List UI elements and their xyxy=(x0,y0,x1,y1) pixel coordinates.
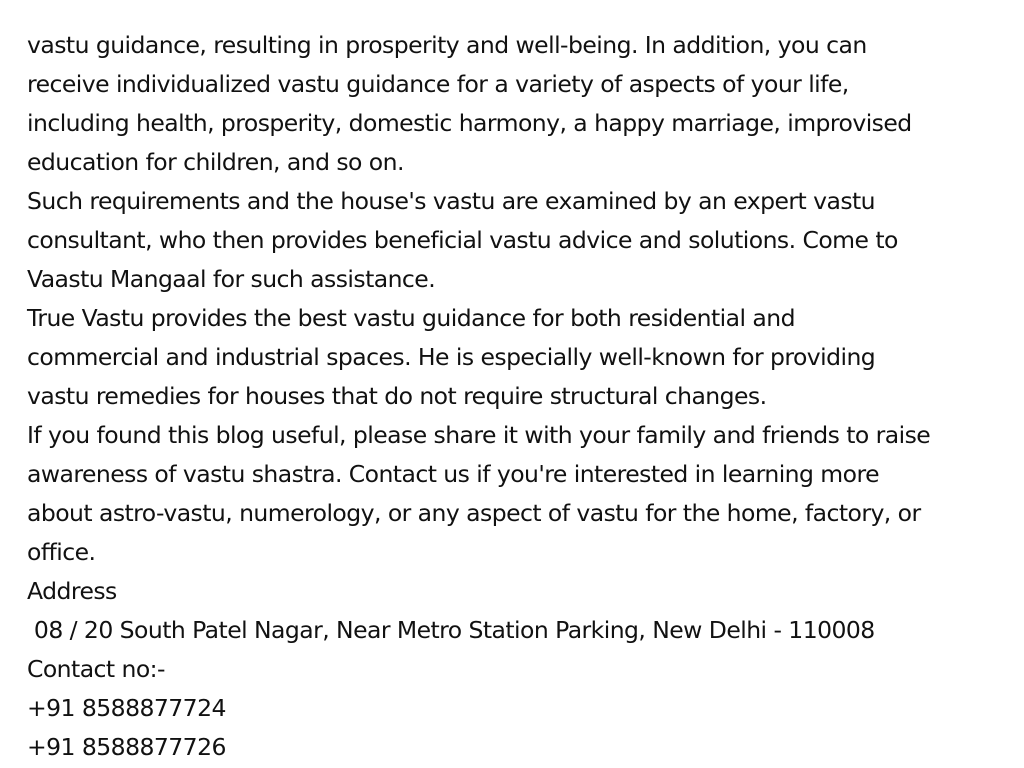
text-line: Vaastu Mangaal for such assistance. xyxy=(27,265,436,293)
text-line: vastu remedies for houses that do not require structural changes. xyxy=(27,382,767,410)
paragraph-vastu-guidance xyxy=(27,26,1024,182)
text-line: awareness of vastu shastra. Contact us if you're interested in learning more xyxy=(27,460,879,488)
text-line: consultant, who then provides beneficial vastu advice and solutions. Come to xyxy=(27,226,898,254)
text-line: vastu guidance, resulting in prosperity and well-being. In addition, you can xyxy=(27,31,867,59)
paragraph-true-vastu xyxy=(27,299,1024,416)
address-label: Address xyxy=(27,577,117,605)
address-value: 08 / 20 South Patel Nagar, Near Metro Station Parking, New Delhi - 110008 xyxy=(27,616,875,644)
text-line: receive individualized vastu guidance for a variety of aspects of your life, xyxy=(27,70,849,98)
contact-section xyxy=(27,572,1024,767)
phone-number: +91 8588877726 xyxy=(27,733,226,761)
paragraph-expert-consultant xyxy=(27,182,1024,299)
text-line: Such requirements and the house's vastu are examined by an expert vastu xyxy=(27,187,876,215)
text-line: about astro-vastu, numerology, or any aspect of vastu for the home, factory, or xyxy=(27,499,921,527)
text-line: If you found this blog useful, please share it with your family and friends to raise xyxy=(27,421,931,449)
text-line: education for children, and so on. xyxy=(27,148,404,176)
text-line: commercial and industrial spaces. He is especially well-known for providing xyxy=(27,343,876,371)
text-line: True Vastu provides the best vastu guidance for both residential and xyxy=(27,304,795,332)
contact-label: Contact no:- xyxy=(27,655,165,683)
phone-number: +91 8588877724 xyxy=(27,694,226,722)
paragraph-share-blog xyxy=(27,416,1024,572)
text-line: including health, prosperity, domestic harmony, a happy marriage, improvised xyxy=(27,109,912,137)
text-line: office. xyxy=(27,538,96,566)
